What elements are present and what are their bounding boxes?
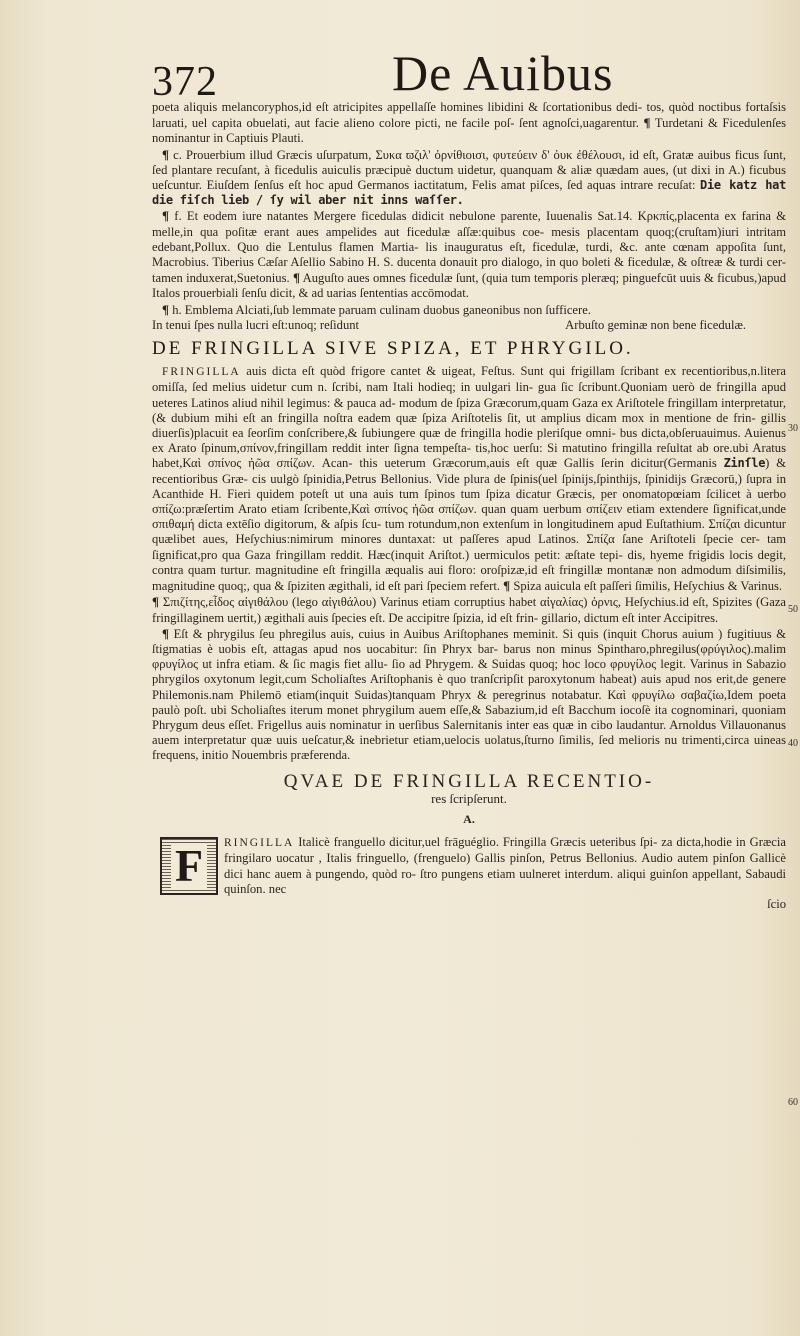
paragraph-mark-icon: ¶ <box>292 270 300 286</box>
section-letter: c. <box>173 147 182 162</box>
section-subheading: res ſcripſerunt. <box>431 790 507 806</box>
decorated-initial-icon: F <box>160 837 218 895</box>
text-span: Emblema Alciati,ſub lemmate paruam culinam duobus ganeonibus non ſufficere. <box>184 302 591 317</box>
margin-number-50: 50 <box>788 604 798 615</box>
section-heading-fringilla: DE FRINGILLA SIVE SPIZA, ET PHRYGILO. <box>152 338 634 360</box>
catchword: ſcio <box>767 896 786 911</box>
text-span: Auguſto aues omnes ficedulæ ſunt, (quia tum temporis pleræq; pinguefcūt uuis & ficubus,)apud Italos prouerbiali ſenſu dicit, & ad uarias ſententias accōmodat. <box>152 271 786 301</box>
paragraph-mark-icon: ¶ <box>643 115 651 131</box>
text-span: Spiza auicula eſt paſſeri ſimilis, Heſychius & Varinus. <box>513 579 783 594</box>
paragraph-mark-icon: ¶ <box>503 578 511 594</box>
paragraph-melancoryphos <box>152 100 786 147</box>
paragraph-phrygilus <box>152 626 786 764</box>
text-span: poeta aliquis melancoryphos,id eſt atricipites appellaſſe homines libidini & ſcortationibus dedi- tos, quòd noctibus fortaſsis laruati, uel capita obuelati, aut facie alieno colore picti, ne facile poſ- ſent agnoſci,uagarentur. <box>152 100 786 131</box>
text-span: Turdetani & Ficedulenſes nominantur in Captiuis Plauti. <box>152 116 787 146</box>
text-span: Italicè franguello dicitur,uel frāguéglio. Fringilla Græcis ueteribus ſpi- za dicta,hodie in Græcia fringilaro uocatur , Italis fringuello, (frenguelo) Gallis pinſon, Petrus Bellonius. Audio autem pinſon Gallicè dici hanc auem à pungendo, quòd ro- ſtro pungens etiam uulneret interdum. aliqui guinſon appellant, Sabaudi quinſon. nec <box>224 835 786 896</box>
lead-word: FRINGILLA <box>162 366 241 379</box>
section-letter: f. <box>174 209 182 224</box>
paragraph-f <box>152 208 786 301</box>
paragraph-mark-icon: ¶ <box>162 301 170 317</box>
text-span: Eſt & phrygilus ſeu phregilus auis, cuius in Auibus Ariſtophanes meminit. Si quis (inquit Chorus auium ) fugitiuus & ſtigmatias è uobis eſt, attagas apud nos uocabitur: ſin Phryx bar- barus non minus Spintharo,phregilus(φρύγιλος).malim φρυγίλος ut infra etiam. & ſic magis fiet allu- ſio ad Phrygem. & Suidas quoq; hoc loco φρυγίλος legit. Varinus in Sabazio phrygilos oxytonum legit,cum Scholiaſtes Ariſtophanis è quo tranſcripſit paroxytonum habeat) auis apud nos erit,de genere Philemonis.nam Philemō etiam(inquit Suidas)tanquam Phryx & peregrinus notabatur. Καὶ φρυγίλω σαβαζίω,Idem poeta paulò poſt. ubi Scholiaſtes iterum monet phrygilum auem eſſe,& Sabazium,id eſt Bacchum iocoſè ita cognominari, quoniam Phrygum deus eſſet. Frigellus auis nominatur in uerſibus Salernitanis inter eas quæ in cibo laudantur. Arnoldus Villauonanus auem interpretatur quæ uuis ueſcatur,& inebrietur etiam,uelocis uolatus,ſturno ſimilis, ſed melioris nu trimenti,circa uineas frequens, initio Nouembris præferenda. <box>152 626 786 763</box>
paragraph-mark-icon: ¶ <box>162 146 170 162</box>
page-number: 372 <box>152 59 218 105</box>
paragraph-mark-icon: ¶ <box>162 208 170 224</box>
paragraph-c <box>152 147 786 209</box>
text-span: Et eodem iure natantes Mergere ficedulas didicit nebulone parente, Iuuenalis Sat.14. Κρκπίς,placenta ex farina & melle,in qua poſitæ erant aues ampelides aut ficedulæ aſſæ:quibus coe- mesis placentam quoq;(cruſtam)iuri intritam edebant,Pollux. Quo die Lentulus flamen Martia- lis inauguratus eſt, ficedulæ, turdi, &c. ante cœnam appoſita ſunt, Macrobius. Tiberius Cæſar Aſellio Sabino H. S. ducenta donauit pro dialogo, in quo boleti & ficedulæ, & oſtreæ & turdi cer- tamen induxerat,Suetonius. <box>152 209 787 286</box>
section-heading-recentiores: QVAE DE FRINGILLA RECENTIO- <box>283 770 655 792</box>
margin-number-40: 40 <box>788 738 798 749</box>
paragraph-spizites <box>152 594 786 625</box>
section-letter-a: A. <box>463 811 475 826</box>
paragraph-fringilla-intro <box>152 364 786 594</box>
german-blackletter-text: Zinſle <box>723 456 766 471</box>
paragraph-recentiores <box>152 835 786 912</box>
paragraph-mark-icon: ¶ <box>152 594 160 610</box>
text-span: auis dicta eſt quòd frigore cantet & uigeat, Feſtus. Sunt qui frigillam ſcribant ex recentioribus,n.litera omiſſa, ſed melius uidetur cum n. ſcribi, nam Itali hodieq; in uulgari lin- gua ſic ſcribunt.Quoniam uerò de fringilla apud ueteres Latinos aliud nihil legimus: & pauca ad- modum de ſpiza Græcorum,quam Gaza ex Ariſtotele fringillam interpretatur, (& dubium mihi eſt an fringilla noſtra eadem quæ ſpiza Ariſtotelis ſit, ut amplius dicam mox in mentione de frin- gillis diuerſis)placuit ea ſeorſim conſcribere,& ſubiungere quæ de fringilla hodie pleriſque omni- bus dicta,obſeruauimus. Auienus ex Arato ſpinum,σπίνον,fringillam reddit inter ſigna tempeſta- tis,hoc uerſu: Si matutino fringilla reſultat ab ore.ubi Aratus habet,Καὶ σπίνος ἠῶα σπίζων. Acan- this ueterum Græcorum,auis eſt quæ Gallis ſerin dicitur(Germanis <box>152 364 786 471</box>
margin-number-60: 60 <box>788 1097 798 1108</box>
section-letter: h. <box>172 302 182 317</box>
margin-number-30: 30 <box>788 423 798 434</box>
verse-part-a: In tenui ſpes nulla lucri eſt:unoq; reſidunt <box>152 317 360 332</box>
lead-word: RINGILLA <box>224 837 295 850</box>
german-blackletter-text: Die katz hat die fiſch lieb / ſy wil aber nit inns waſſer. <box>152 178 786 208</box>
text-paragraph <box>152 835 786 897</box>
verse-line <box>152 318 786 333</box>
text-span: ) & recentioribus Græ- cis uulgò ſpinidia,Petrus Bellonius. Vide plura de ſpinis(uel ſpinijs,ſpinthijs, ſpinidijs Græcorū,) ſupra in Acanthide H. Fieri quidem poteſt ut una auis tum ſpinos tum ſpiza dicatur Græcis, per onomatopœiam ſcilicet à uerbo σπίζω:præſertim Arato etiam ſcribente,Καὶ σπίνος ἠῶα σπίζων. quan quam uerbum σπίζειν etiam extendere ſignificat,unde σπιθαμή dicta extēſio digitorum, & aſpis ſcu- tum rotundum,non extenſum in longitudinem apud Euſtathium. Σπίζαι dicuntur quælibet aues, Heſychius:nimirum minores duntaxat: ut paſſeres apud Latinos. Σπίζα ſane Ariſtoteli ſpecie cer- tam ſignificat,pro qua Gaza fringillam reddit. Hæc(inquit Ariſtot.) uermiculos petit: æſtate tepi- dis, hyeme frigidis locis degit, contra quam turtur. magnitudine eſt fringilla æqualis aui floro: oroſpizæ,id eſt fringillæ montanæ non admodum diſsimilis, magnitudine quoq;, qua & ſpiziten ægithali, id eſt pari ſpeciem refert. <box>152 456 786 594</box>
verse-part-b: Arbuſto geminæ non bene ficedulæ. <box>565 317 746 332</box>
main-text <box>152 100 786 912</box>
text-span: Prouerbium illud Græcis uſurpatum, Συκα ϖζιλ' ὀρνίθιοισι, φυτεύειν δ' ὀυκ ἐθέλουσι, id eſt, Gratæ auibus ficus ſunt, ſed plantare recuſant, à ficedulis auiculis præcipuè ductum uidetur, quanquam & aliæ quædam aues, (ut dixi in A.) ficubus ueſcuntur. Eiuſdem ſenſus eſt hoc apud Germanos iactitatum, Felis amat piſces, ſed aquas intrare recuſat: <box>152 147 787 193</box>
paragraph-mark-icon: ¶ <box>162 625 170 641</box>
running-title: De Auibus <box>392 45 614 101</box>
paragraph-h <box>152 302 786 318</box>
text-span: Σπιζίτης,εἶδος αἰγιθάλου (lego αἰγιθάλου) Varinus etiam corruptius habet αἰγαλίας) ὀρνις, Heſychius.id eſt, Spizites (Gaza fringillaginem uertit,) ægithali auis ſpecies eſt. De accipitre ſpizia, id eſt frin- gillario, dictum eſt inter Accipitres. <box>152 595 786 625</box>
